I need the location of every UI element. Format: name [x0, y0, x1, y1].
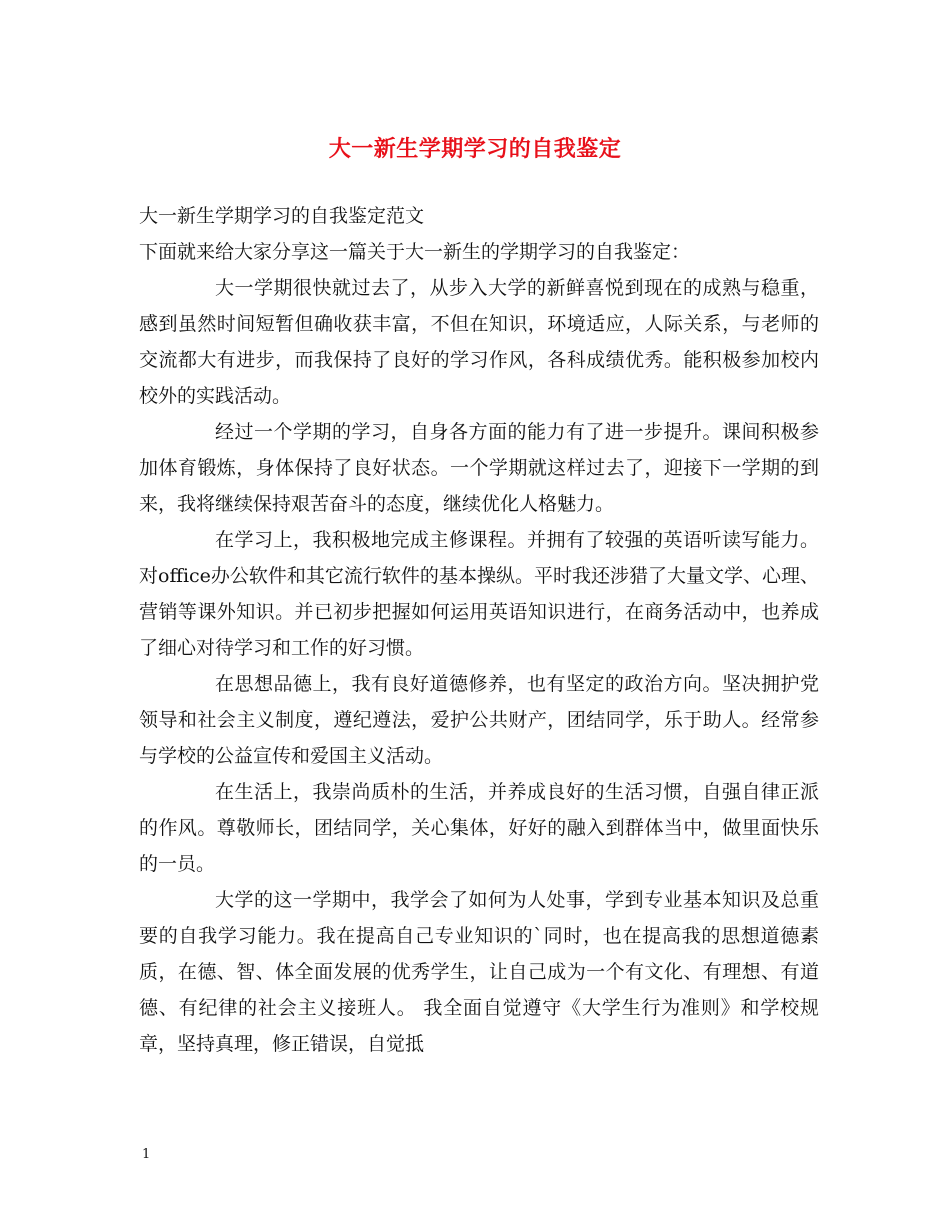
paragraph-6: 大学的这一学期中，我学会了如何为人处事，学到专业基本知识及总重要的自我学习能力。我在提高自己专业知识的`同时，也在提高我的思想道德素质，在德、智、体全面发展的优秀学生，让自己成为一个有文化、有理想、有道德、有纪律的社会主义接班人。 我全面自觉遵守《大学生行为准则》和学校规章，坚持真理，修正错误，自觉抵 [139, 889, 819, 1055]
page-number: 1 [142, 1147, 151, 1162]
intro-line-2: 下面就来给大家分享这一篇关于大一新生的学期学习的自我鉴定： [139, 241, 691, 263]
paragraph-1: 大一学期很快就过去了，从步入大学的新鲜喜悦到现在的成熟与稳重，感到虽然时间短暂但确收获丰富，不但在知识，环境适应，人际关系，与老师的交流都大有进步，而我保持了良好的学习作风，各科成绩优秀。能积极参加校内校外的实践活动。 [139, 277, 819, 407]
paragraph-5: 在生活上，我崇尚质朴的生活，并养成良好的生活习惯，自强自律正派的作风。尊敬师长，团结同学，关心集体，好好的融入到群体当中，做里面快乐的一员。 [139, 781, 819, 875]
paragraph-4: 在思想品德上，我有良好道德修养，也有坚定的政治方向。坚决拥护党领导和社会主义制度，遵纪遵法，爱护公共财产，团结同学，乐于助人。经常参与学校的公益宣传和爱国主义活动。 [139, 673, 819, 767]
document-body [139, 198, 819, 1062]
paragraph-3: 在学习上，我积极地完成主修课程。并拥有了较强的英语听读写能力。对office办公软件和其它流行软件的基本操纵。平时我还涉猎了大量文学、心理、营销等课外知识。并已初步把握如何运用英语知识进行，在商务活动中，也养成了细心对待学习和工作的好习惯。 [139, 529, 819, 659]
intro-line-1: 大一新生学期学习的自我鉴定范文 [139, 205, 425, 227]
paragraph-2: 经过一个学期的学习，自身各方面的能力有了进一步提升。课间积极参加体育锻炼，身体保持了良好状态。一个学期就这样过去了，迎接下一学期的到来，我将继续保持艰苦奋斗的态度，继续优化人格魅力。 [139, 421, 819, 515]
document-title: 大一新生学期学习的自我鉴定 [328, 136, 622, 162]
